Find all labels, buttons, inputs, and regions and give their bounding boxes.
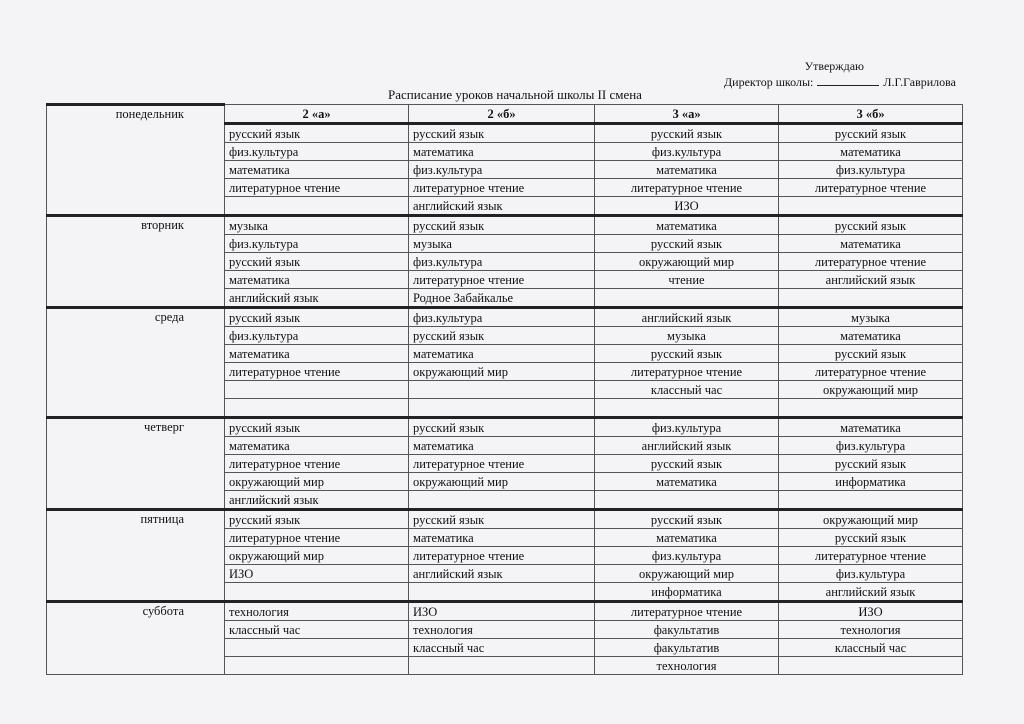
class-column-header: 3 «а» [595, 105, 779, 124]
lesson-cell: английский язык [779, 271, 963, 289]
lesson-cell: окружающий мир [595, 565, 779, 583]
lesson-cell: математика [595, 216, 779, 235]
lesson-cell: литературное чтение [225, 455, 409, 473]
lesson-cell: математика [409, 345, 595, 363]
lesson-cell: окружающий мир [779, 510, 963, 529]
lesson-cell [595, 399, 779, 418]
lesson-cell: литературное чтение [779, 547, 963, 565]
lesson-cell: физ.культура [409, 253, 595, 271]
lesson-cell: классный час [409, 639, 595, 657]
lesson-cell: литературное чтение [225, 363, 409, 381]
lesson-cell: ИЗО [409, 602, 595, 621]
lesson-cell: математика [225, 271, 409, 289]
schedule-title: Расписание уроков начальной школы II смена [388, 87, 642, 102]
class-column-header: 2 «б» [409, 105, 595, 124]
lesson-cell: технология [225, 602, 409, 621]
lesson-cell: литературное чтение [595, 363, 779, 381]
day-label: вторник [47, 216, 225, 308]
lesson-cell: окружающий мир [409, 363, 595, 381]
lesson-cell: литературное чтение [409, 179, 595, 197]
lesson-cell: русский язык [409, 327, 595, 345]
lesson-cell: русский язык [595, 510, 779, 529]
director-line [696, 74, 956, 90]
lesson-cell: литературное чтение [409, 271, 595, 289]
lesson-cell: математика [409, 143, 595, 161]
lesson-cell [779, 289, 963, 308]
day-label: пятница [47, 510, 225, 602]
lesson-cell: литературное чтение [595, 179, 779, 197]
lesson-cell [595, 289, 779, 308]
day-label: понедельник [47, 105, 225, 216]
lesson-cell: русский язык [779, 345, 963, 363]
lesson-cell: математика [779, 327, 963, 345]
lesson-cell: русский язык [595, 124, 779, 143]
lesson-cell: литературное чтение [779, 179, 963, 197]
lesson-cell [779, 399, 963, 418]
lesson-cell [225, 399, 409, 418]
lesson-cell: физ.культура [595, 547, 779, 565]
lesson-cell: английский язык [595, 437, 779, 455]
lesson-cell [225, 197, 409, 216]
lesson-cell: физ.культура [409, 161, 595, 179]
lesson-cell: литературное чтение [779, 253, 963, 271]
lesson-cell: технология [409, 621, 595, 639]
lesson-cell: русский язык [779, 455, 963, 473]
lesson-cell: литературное чтение [779, 363, 963, 381]
lesson-cell: ИЗО [225, 565, 409, 583]
class-column-header: 2 «а» [225, 105, 409, 124]
lesson-cell: литературное чтение [409, 547, 595, 565]
lesson-cell: русский язык [409, 510, 595, 529]
lesson-cell: музыка [409, 235, 595, 253]
lesson-cell [409, 399, 595, 418]
lesson-cell: русский язык [225, 418, 409, 437]
lesson-cell: русский язык [225, 510, 409, 529]
lesson-cell: русский язык [595, 345, 779, 363]
lesson-cell: английский язык [409, 565, 595, 583]
lesson-cell [595, 491, 779, 510]
lesson-cell: математика [595, 529, 779, 547]
lesson-cell [779, 197, 963, 216]
lesson-cell: окружающий мир [595, 253, 779, 271]
lesson-cell: физ.культура [225, 327, 409, 345]
lesson-cell: английский язык [225, 491, 409, 510]
director-label: Директор школы: [724, 75, 814, 89]
lesson-cell: классный час [595, 381, 779, 399]
lesson-cell: информатика [595, 583, 779, 602]
lesson-cell [409, 491, 595, 510]
day-label: суббота [47, 602, 225, 675]
lesson-cell [225, 381, 409, 399]
lesson-cell: музыка [779, 308, 963, 327]
lesson-cell: классный час [225, 621, 409, 639]
lesson-cell: музыка [595, 327, 779, 345]
lesson-cell: русский язык [225, 124, 409, 143]
lesson-cell [225, 583, 409, 602]
lesson-cell [409, 381, 595, 399]
lesson-cell: музыка [225, 216, 409, 235]
lesson-cell: английский язык [225, 289, 409, 308]
lesson-cell: окружающий мир [225, 473, 409, 491]
table-row [47, 510, 963, 529]
lesson-cell: английский язык [779, 583, 963, 602]
lesson-cell: физ.культура [779, 565, 963, 583]
day-label: среда [47, 308, 225, 418]
lesson-cell: математика [595, 473, 779, 491]
lesson-cell: русский язык [779, 124, 963, 143]
lesson-cell: физ.культура [225, 143, 409, 161]
lesson-cell: ИЗО [595, 197, 779, 216]
lesson-cell: технология [595, 657, 779, 675]
lesson-cell [779, 491, 963, 510]
lesson-cell: чтение [595, 271, 779, 289]
class-column-header: 3 «б» [779, 105, 963, 124]
lesson-cell: факультатив [595, 639, 779, 657]
lesson-cell: математика [779, 418, 963, 437]
day-label: четверг [47, 418, 225, 510]
lesson-cell: литературное чтение [225, 179, 409, 197]
lesson-cell: русский язык [595, 235, 779, 253]
lesson-cell: русский язык [409, 124, 595, 143]
lesson-cell: классный час [779, 639, 963, 657]
lesson-cell: окружающий мир [779, 381, 963, 399]
director-name: Л.Г.Гаврилова [883, 75, 956, 89]
table-row [47, 418, 963, 437]
lesson-cell: русский язык [225, 253, 409, 271]
lesson-cell: английский язык [409, 197, 595, 216]
lesson-cell: математика [409, 529, 595, 547]
lesson-cell: окружающий мир [409, 473, 595, 491]
approval-block [696, 58, 956, 90]
lesson-cell: ИЗО [779, 602, 963, 621]
lesson-cell: Родное Забайкалье [409, 289, 595, 308]
lesson-cell: математика [225, 345, 409, 363]
schedule-table [46, 103, 963, 675]
signature-line [817, 75, 879, 86]
lesson-cell: английский язык [595, 308, 779, 327]
lesson-cell: литературное чтение [225, 529, 409, 547]
lesson-cell: русский язык [225, 308, 409, 327]
lesson-cell: математика [779, 235, 963, 253]
lesson-cell: русский язык [779, 529, 963, 547]
lesson-cell: русский язык [595, 455, 779, 473]
lesson-cell: математика [409, 437, 595, 455]
lesson-cell: литературное чтение [409, 455, 595, 473]
lesson-cell [779, 657, 963, 675]
lesson-cell: математика [779, 143, 963, 161]
lesson-cell: окружающий мир [225, 547, 409, 565]
lesson-cell [409, 657, 595, 675]
lesson-cell: информатика [779, 473, 963, 491]
table-row [47, 216, 963, 235]
lesson-cell: физ.культура [595, 143, 779, 161]
lesson-cell: физ.культура [595, 418, 779, 437]
lesson-cell [225, 657, 409, 675]
header-row [47, 105, 963, 124]
lesson-cell [409, 583, 595, 602]
lesson-cell: математика [225, 161, 409, 179]
lesson-cell: технология [779, 621, 963, 639]
approve-label: Утверждаю [804, 59, 864, 73]
lesson-cell: русский язык [779, 216, 963, 235]
lesson-cell [225, 639, 409, 657]
table-row [47, 308, 963, 327]
lesson-cell: физ.культура [779, 437, 963, 455]
lesson-cell: русский язык [409, 418, 595, 437]
lesson-cell: физ.культура [225, 235, 409, 253]
lesson-cell: математика [595, 161, 779, 179]
lesson-cell: литературное чтение [595, 602, 779, 621]
lesson-cell: математика [225, 437, 409, 455]
lesson-cell: физ.культура [779, 161, 963, 179]
lesson-cell: факультатив [595, 621, 779, 639]
table-row [47, 602, 963, 621]
lesson-cell: физ.культура [409, 308, 595, 327]
lesson-cell: русский язык [409, 216, 595, 235]
